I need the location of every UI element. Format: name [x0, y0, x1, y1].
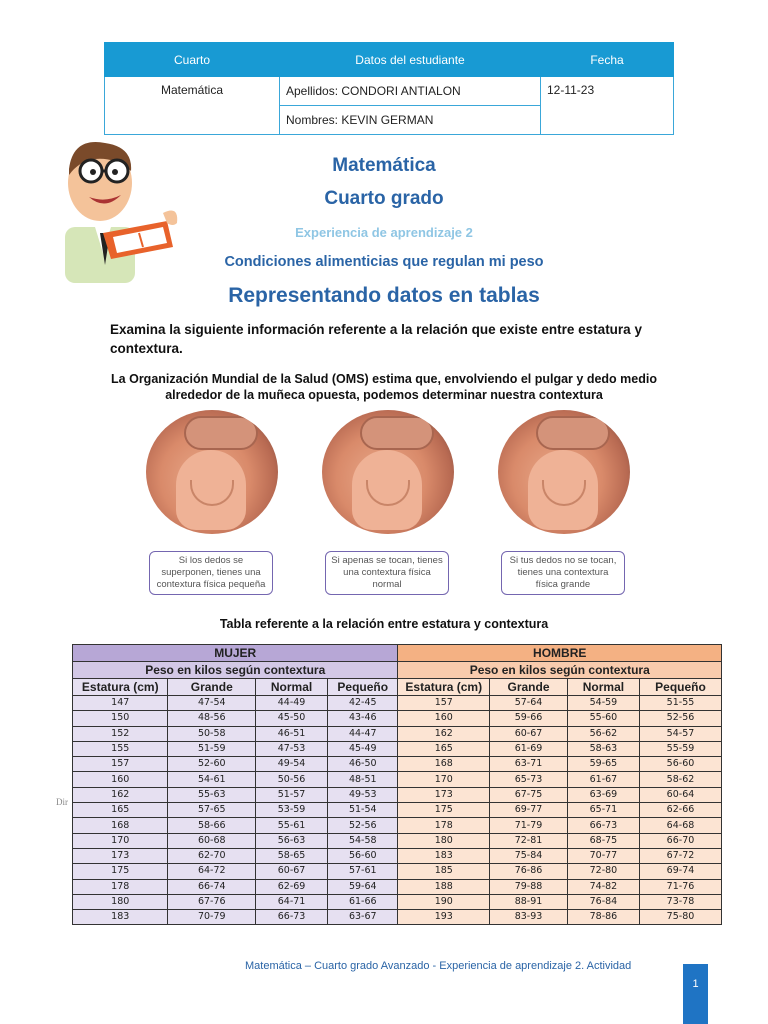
- table-row: [73, 803, 722, 818]
- table-row: [73, 818, 722, 833]
- mujer-cell: 62-70: [168, 848, 256, 863]
- hombre-cell: 175: [398, 803, 490, 818]
- mujer-cell: 180: [73, 894, 168, 909]
- hombre-cell: 54-57: [639, 726, 721, 741]
- main-title: Representando datos en tablas: [228, 284, 540, 307]
- hombre-cell: 62-66: [639, 803, 721, 818]
- mujer-cell: 61-66: [328, 894, 398, 909]
- mujer-cell: 64-71: [256, 894, 328, 909]
- mujer-cell: 51-59: [168, 741, 256, 756]
- table-row: [73, 848, 722, 863]
- mujer-cell: 62-69: [256, 879, 328, 894]
- hombre-cell: 183: [398, 848, 490, 863]
- mujer-cell: 51-57: [256, 787, 328, 802]
- footer-text: Matemática – Cuarto grado Avanzado - Experiencia de aprendizaje 2. Actividad: [245, 960, 632, 972]
- hombre-cell: 65-73: [490, 772, 568, 787]
- mujer-cell: 55-61: [256, 818, 328, 833]
- height-build-table: [72, 644, 722, 925]
- mujer-cell: 53-59: [256, 803, 328, 818]
- table-row: [73, 864, 722, 879]
- mujer-cell: 64-72: [168, 864, 256, 879]
- table-caption: Tabla referente a la relación entre estatura y contextura: [219, 617, 549, 631]
- mujer-header: MUJER: [73, 645, 398, 662]
- hombre-cell: 63-69: [567, 787, 639, 802]
- hombre-cell: 168: [398, 757, 490, 772]
- table-row: [73, 741, 722, 756]
- hombre-cell: 61-67: [567, 772, 639, 787]
- table-row: [73, 787, 722, 802]
- mujer-cell: 42-45: [328, 696, 398, 711]
- hombre-cell: 74-82: [567, 879, 639, 894]
- hombre-cell: 165: [398, 741, 490, 756]
- hombre-cell: 63-71: [490, 757, 568, 772]
- table-row: [73, 726, 722, 741]
- theme-title: Condiciones alimenticias que regulan mi peso: [224, 254, 544, 270]
- mujer-cell: 52-56: [328, 818, 398, 833]
- mujer-cell: 50-56: [256, 772, 328, 787]
- mujer-cell: 49-54: [256, 757, 328, 772]
- hombre-cell: 76-84: [567, 894, 639, 909]
- grade-title: Cuarto grado: [324, 188, 444, 209]
- hombre-cell: 193: [398, 910, 490, 925]
- hombre-cell: 88-91: [490, 894, 568, 909]
- hombre-cell: 61-69: [490, 741, 568, 756]
- mujer-cell: 168: [73, 818, 168, 833]
- mujer-cell: 48-51: [328, 772, 398, 787]
- subject-cell: Matemática: [105, 77, 280, 135]
- hombre-cell: 178: [398, 818, 490, 833]
- mujer-cell: 60-68: [168, 833, 256, 848]
- table-row: [73, 879, 722, 894]
- mujer-cell: 66-73: [256, 910, 328, 925]
- hombre-cell: 180: [398, 833, 490, 848]
- subject-title: Matemática: [332, 155, 436, 176]
- hombre-cell: 66-73: [567, 818, 639, 833]
- hombre-cell: 69-77: [490, 803, 568, 818]
- mujer-cell: 51-54: [328, 803, 398, 818]
- hombre-cell: 71-76: [639, 879, 721, 894]
- mujer-cell: 49-53: [328, 787, 398, 802]
- hombre-subheader: Peso en kilos según contextura: [398, 662, 722, 679]
- mujer-cell: 45-50: [256, 711, 328, 726]
- wrist-photo-large: [498, 410, 630, 534]
- table-row: [73, 833, 722, 848]
- mujer-cell: 160: [73, 772, 168, 787]
- hombre-cell: 51-55: [639, 696, 721, 711]
- mujer-cell: 60-67: [256, 864, 328, 879]
- caption-large: Si tus dedos no se tocan, tienes una contextura física grande: [501, 551, 625, 595]
- mujer-cell: 54-58: [328, 833, 398, 848]
- hombre-cell: 76-86: [490, 864, 568, 879]
- hombre-cell: 59-65: [567, 757, 639, 772]
- mujer-col-header: Pequeño: [328, 679, 398, 696]
- hombre-cell: 73-78: [639, 894, 721, 909]
- hombre-cell: 65-71: [567, 803, 639, 818]
- hombre-cell: 72-80: [567, 864, 639, 879]
- mujer-cell: 58-65: [256, 848, 328, 863]
- table-row: [73, 772, 722, 787]
- hombre-cell: 157: [398, 696, 490, 711]
- hombre-cell: 71-79: [490, 818, 568, 833]
- mujer-cell: 52-60: [168, 757, 256, 772]
- hombre-cell: 57-64: [490, 696, 568, 711]
- mujer-cell: 67-76: [168, 894, 256, 909]
- hombre-cell: 56-62: [567, 726, 639, 741]
- mujer-subheader: Peso en kilos según contextura: [73, 662, 398, 679]
- hombre-cell: 52-56: [639, 711, 721, 726]
- intro-paragraph: Examina la siguiente información referente a la relación que existe entre estatura y contextura.: [110, 322, 642, 356]
- mujer-cell: 45-49: [328, 741, 398, 756]
- mujer-cell: 57-61: [328, 864, 398, 879]
- mujer-col-header: Estatura (cm): [73, 679, 168, 696]
- mujer-cell: 55-63: [168, 787, 256, 802]
- hombre-cell: 55-59: [639, 741, 721, 756]
- table-row: [73, 894, 722, 909]
- mujer-cell: 170: [73, 833, 168, 848]
- mujer-cell: 63-67: [328, 910, 398, 925]
- hombre-cell: 75-84: [490, 848, 568, 863]
- mujer-cell: 59-64: [328, 879, 398, 894]
- hombre-cell: 83-93: [490, 910, 568, 925]
- hombre-cell: 78-86: [567, 910, 639, 925]
- mujer-cell: 56-60: [328, 848, 398, 863]
- hombre-cell: 68-75: [567, 833, 639, 848]
- mujer-cell: 155: [73, 741, 168, 756]
- hombre-cell: 60-67: [490, 726, 568, 741]
- experience-title: Experiencia de aprendizaje 2: [295, 225, 473, 240]
- page-number: 1: [683, 964, 708, 1024]
- mujer-cell: 58-66: [168, 818, 256, 833]
- mujer-cell: 152: [73, 726, 168, 741]
- mujer-cell: 173: [73, 848, 168, 863]
- mujer-cell: 70-79: [168, 910, 256, 925]
- mujer-cell: 50-58: [168, 726, 256, 741]
- hombre-cell: 66-70: [639, 833, 721, 848]
- wrist-photo-small: [146, 410, 278, 534]
- hombre-col-header: Pequeño: [639, 679, 721, 696]
- header-fecha: Fecha: [541, 43, 674, 77]
- mujer-cell: 47-54: [168, 696, 256, 711]
- hombre-cell: 58-63: [567, 741, 639, 756]
- mujer-cell: 57-65: [168, 803, 256, 818]
- header-cuarto: Cuarto: [105, 43, 280, 77]
- table-row: [73, 696, 722, 711]
- hombre-cell: 162: [398, 726, 490, 741]
- nombres-cell: Nombres: KEVIN GERMAN: [280, 106, 541, 135]
- header-datos: Datos del estudiante: [280, 43, 541, 77]
- mujer-cell: 54-61: [168, 772, 256, 787]
- mujer-cell: 150: [73, 711, 168, 726]
- mujer-cell: 56-63: [256, 833, 328, 848]
- mujer-cell: 48-56: [168, 711, 256, 726]
- hombre-cell: 170: [398, 772, 490, 787]
- mujer-cell: 47-53: [256, 741, 328, 756]
- table-row: [73, 910, 722, 925]
- hombre-cell: 54-59: [567, 696, 639, 711]
- hombre-cell: 79-88: [490, 879, 568, 894]
- hombre-header: HOMBRE: [398, 645, 722, 662]
- hombre-cell: 60-64: [639, 787, 721, 802]
- mujer-cell: 43-46: [328, 711, 398, 726]
- student-info-table: [104, 42, 674, 135]
- hombre-cell: 173: [398, 787, 490, 802]
- wrist-photo-normal: [322, 410, 454, 534]
- mujer-col-header: Normal: [256, 679, 328, 696]
- mujer-cell: 44-49: [256, 696, 328, 711]
- table-row: [73, 757, 722, 772]
- hombre-cell: 58-62: [639, 772, 721, 787]
- mujer-cell: 165: [73, 803, 168, 818]
- hombre-cell: 190: [398, 894, 490, 909]
- hombre-cell: 185: [398, 864, 490, 879]
- apellidos-cell: Apellidos: CONDORI ANTIALON: [280, 77, 541, 106]
- caption-small: Si los dedos se superponen, tienes una contextura física pequeña: [149, 551, 273, 595]
- hombre-cell: 69-74: [639, 864, 721, 879]
- caption-normal: Si apenas se tocan, tienes una contextura física normal: [325, 551, 449, 595]
- mujer-cell: 46-51: [256, 726, 328, 741]
- table-row: [73, 711, 722, 726]
- mujer-cell: 66-74: [168, 879, 256, 894]
- hombre-cell: 188: [398, 879, 490, 894]
- hombre-cell: 160: [398, 711, 490, 726]
- hombre-col-header: Estatura (cm): [398, 679, 490, 696]
- hombre-cell: 64-68: [639, 818, 721, 833]
- oms-paragraph: La Organización Mundial de la Salud (OMS) estima que, envolviendo el pulgar y dedo medio alrededor de la muñeca opuesta, podemos determinar nuestra contextura: [111, 372, 657, 402]
- hombre-col-header: Grande: [490, 679, 568, 696]
- margin-text: Dir: [56, 797, 68, 807]
- mujer-cell: 44-47: [328, 726, 398, 741]
- mujer-cell: 147: [73, 696, 168, 711]
- mujer-col-header: Grande: [168, 679, 256, 696]
- mujer-cell: 175: [73, 864, 168, 879]
- mujer-cell: 157: [73, 757, 168, 772]
- hombre-cell: 55-60: [567, 711, 639, 726]
- hombre-cell: 70-77: [567, 848, 639, 863]
- hombre-cell: 75-80: [639, 910, 721, 925]
- hombre-cell: 67-72: [639, 848, 721, 863]
- date-cell: 12-11-23: [541, 77, 674, 135]
- mujer-cell: 162: [73, 787, 168, 802]
- mujer-cell: 178: [73, 879, 168, 894]
- mujer-cell: 183: [73, 910, 168, 925]
- hombre-cell: 56-60: [639, 757, 721, 772]
- hombre-cell: 72-81: [490, 833, 568, 848]
- mujer-cell: 46-50: [328, 757, 398, 772]
- hombre-cell: 67-75: [490, 787, 568, 802]
- hombre-col-header: Normal: [567, 679, 639, 696]
- hombre-cell: 59-66: [490, 711, 568, 726]
